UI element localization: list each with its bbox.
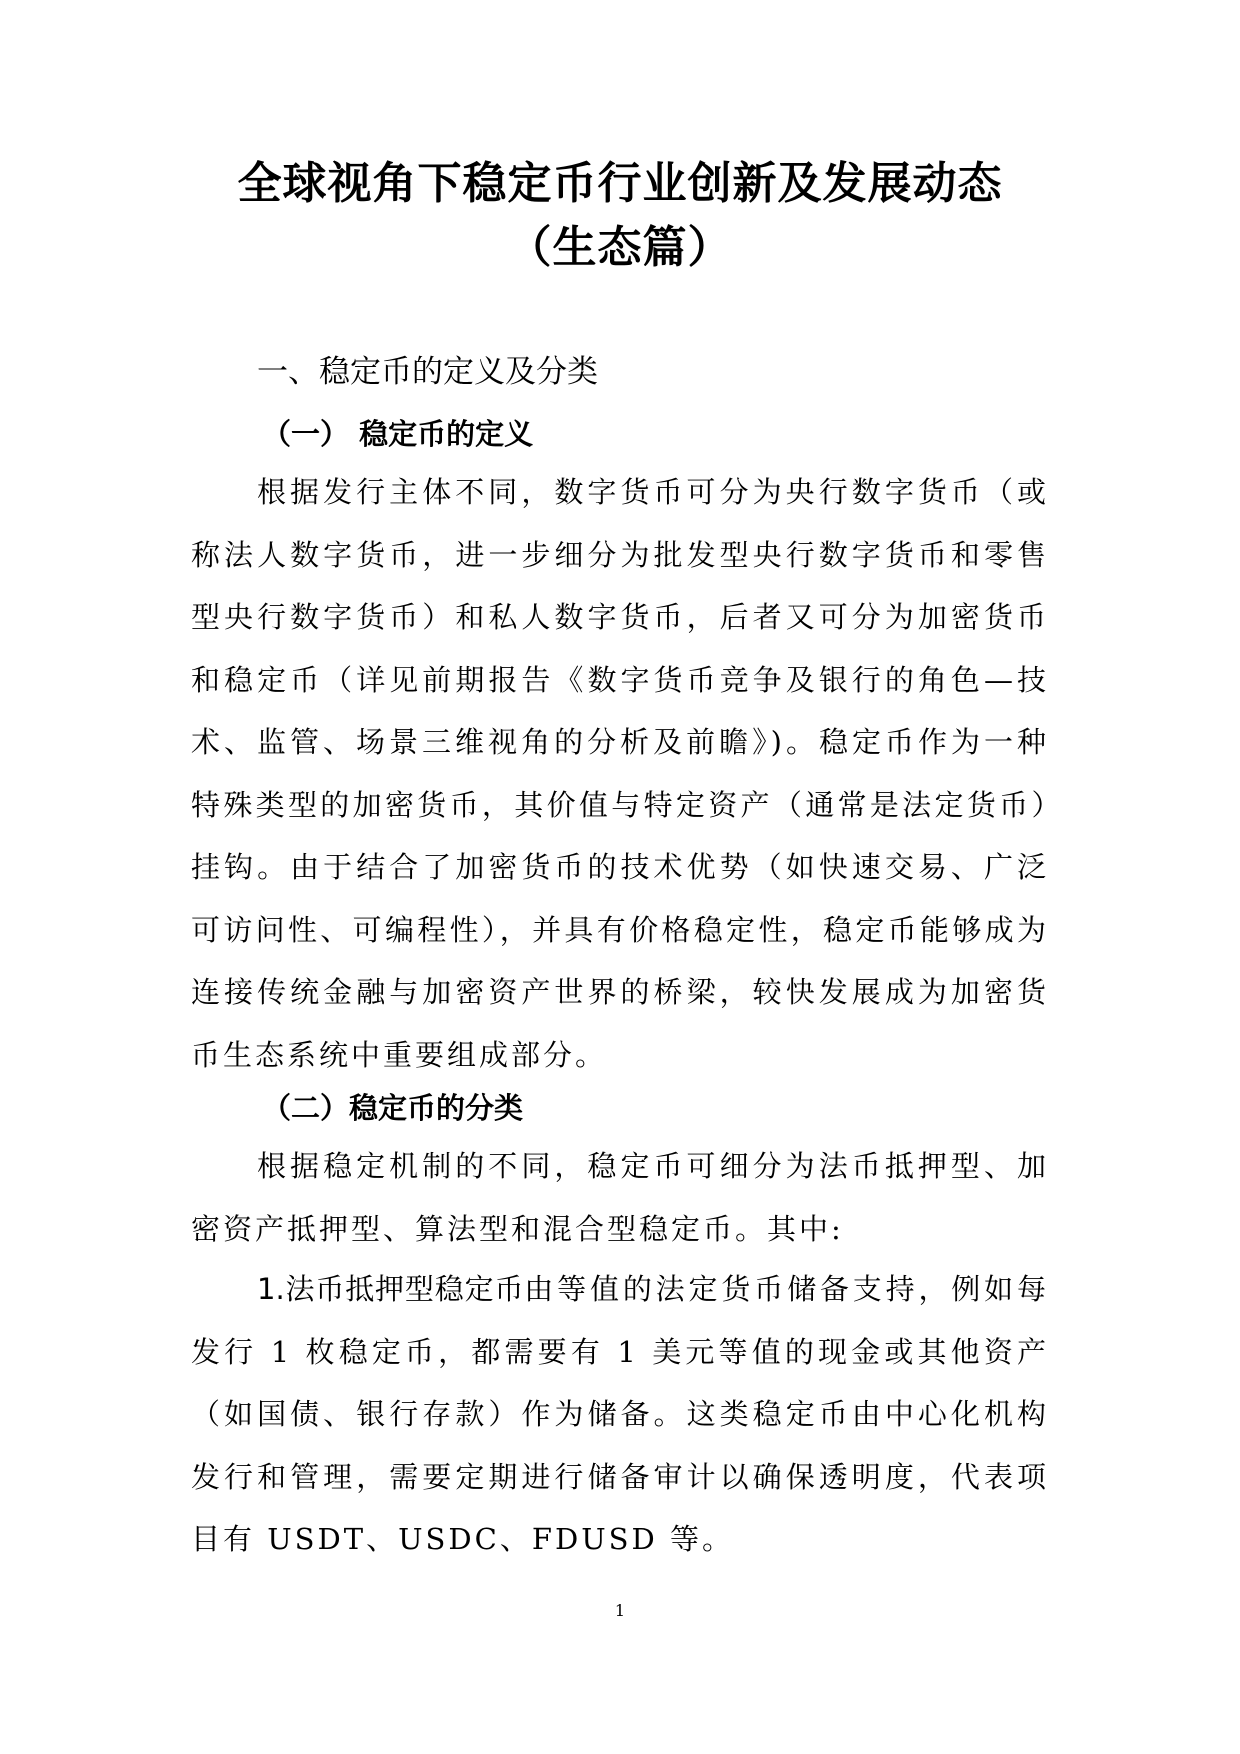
paragraph-classification: 根据稳定机制的不同，稳定币可细分为法币抵押型、加密资产抵押型、算法型和混合型稳定币。其中: [191, 1149, 1049, 1246]
document-title-line2: （生态篇） [507, 222, 733, 273]
paragraph-definition: 根据发行主体不同，数字货币可分为央行数字货币（或称法人数字货币，进一步细分为批发型央行数字货币和零售型央行数字货币）和私人数字货币，后者又可分为加密货币和稳定币（详见前期报告《数字货币竞争及银行的角色—技术、监管、场景三维视角的分析及前瞻》)。稳定币作为一种特殊类型的加密货币，其价值与特定资产（通常是法定货币）挂钩。由于结合了加密货币的技术优势（如快速交易、广泛可访问性、可编程性），并具有价格稳定性，稳定币能够成为连接传统金融与加密资产世界的桥梁，较快发展成为加密货币生态系统中重要组成部分。 [191, 475, 1049, 1072]
fiat-collateralized-lead: 1.法币抵押型稳定币 [257, 1272, 525, 1306]
subsection-heading-classification: （二）稳定币的分类 [262, 1091, 524, 1125]
paragraph-fiat-collateralized [191, 1258, 1049, 1571]
page-number: 1 [614, 1601, 626, 1620]
fiat-collateralized-text: 由等值的法定货币储备支持，例如每发行 1 枚稳定币，都需要有 1 美元等值的现金或其他资产（如国债、银行存款）作为储备。这类稳定币由中心化机构发行和管理，需要定期进行储备审计以确保透明度，代表项目有 USDT、USDC、FDUSD 等。 [191, 1272, 1049, 1556]
document-title-line1: 全球视角下稳定币行业创新及发展动态 [237, 158, 1003, 209]
section-heading: 一、稳定币的定义及分类 [257, 354, 598, 390]
subsection-heading-definition: （一） 稳定币的定义 [262, 417, 534, 451]
